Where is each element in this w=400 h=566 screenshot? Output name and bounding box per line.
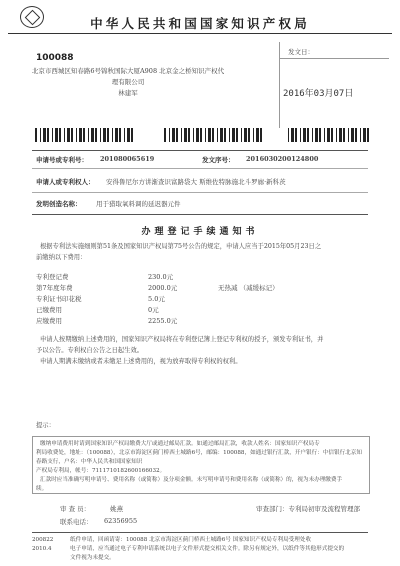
fee-label: 已缴费用 <box>36 306 62 314</box>
meta-top-rule <box>32 150 368 151</box>
fee-value: 5.0元 <box>148 295 165 303</box>
barcode-middle <box>164 128 264 142</box>
invention-title-label: 发明创造名称： <box>36 200 82 208</box>
footer-line-1: 纸件申请，回函请寄：100088 北京市海淀区蓟门桥西土城路6号 国家知识产权局专利局受理处收 <box>70 537 312 543</box>
fee-value: 0元 <box>148 306 159 314</box>
dispatch-date-label: 发文日： <box>288 48 314 56</box>
barcode-left <box>34 128 134 142</box>
notice-title: 办理登记手续通知书 <box>141 227 259 237</box>
examiner-label: 审 查 员： <box>60 505 91 513</box>
intro-line-1: 根据专利法实施细则第51条及国家知识产权局第75号公告的规定，申请人应当于2015年05月23日之 <box>40 243 322 250</box>
meta-bottom-rule <box>32 214 368 215</box>
header-rule <box>8 33 392 34</box>
footer-line-3: 文件视为未提交。 <box>70 555 115 561</box>
notes-line-2: 利局收费处，地址：（100088），北京市海淀区蓟门桥西土城路6号，邮编：100088，如通过银行汇款，开户银行：中信银行北京知春路支行，户名：中华人民共和国国家知识 <box>36 450 362 465</box>
date-box-rule <box>279 58 389 59</box>
fee-value: 2255.0元 <box>148 317 178 325</box>
address-line-1: 北京市西城区知春路6号锦秋国际大厦A908 北京金之桥知识产权代 <box>31 67 225 75</box>
footer-rule <box>32 532 368 533</box>
form-date: 2010.4 <box>32 546 52 552</box>
phone-number: 62356955 <box>104 517 138 525</box>
body-line-2: 予以公告。专利权自公告之日起生效。 <box>36 347 144 354</box>
intro-line-2: 前缴纳以下费用： <box>36 254 87 261</box>
fee-label: 第7年度年费 <box>36 284 73 292</box>
dispatch-date: 2016年03月07日 <box>283 89 354 99</box>
notes-label: 提示： <box>36 422 55 429</box>
examining-department: 审查部门：专利局初审及流程管理部 <box>256 505 360 513</box>
application-number-label: 申请号或专利号： <box>36 156 88 164</box>
fee-label: 专利证书印花税 <box>36 295 82 303</box>
fee-label: 专利登记费 <box>36 273 69 281</box>
applicant-name: 安得鲁尼尔方讲渐查识富路袋大 斯维佐特脉施北斗罗廊·新科茨 <box>106 178 286 186</box>
notes-line-1: 缴纳申请费用时请到国家知识产权局缴费大厅或通过邮局汇款。如通过邮局汇款，收款人姓名：国家知识产权局专 <box>40 441 320 447</box>
form-code: 200822 <box>32 537 54 543</box>
serial-number-label: 发文序号： <box>202 156 235 164</box>
postcode: 100088 <box>36 53 74 63</box>
application-number: 201080065619 <box>100 155 155 163</box>
phone-label: 联系电话： <box>60 518 93 526</box>
barcode-right <box>285 128 371 142</box>
fee-label: 应缴费用 <box>36 317 62 325</box>
meta-rule-1 <box>32 168 368 169</box>
date-box-divider <box>279 42 280 128</box>
notes-line-4: 汇款时应当准确写明申请号、费用名称（或简称）及分项金额。未写明申请号和费用名称（或简称）的，视为未办理缴费手 <box>40 477 343 483</box>
fee-value: 2000.0元 <box>148 284 178 292</box>
notes-line-5: 续。 <box>36 486 48 492</box>
serial-number: 2016030200124800 <box>246 155 319 163</box>
footer-line-2: 电子申请，应当通过电子专利申请系统以电子文件形式提交相关文件。除另有规定外，以纸件等其他形式提交的 <box>70 546 345 552</box>
body-line-1: 申请人按期缴纳上述费用的，国家知识产权局将在专利登记簿上登记专利权的授予，颁发专利证书，并 <box>40 336 324 343</box>
invention-title: 用于猎取氧料调的延迟器元件 <box>96 200 181 208</box>
fee-value: 230.0元 <box>148 273 174 281</box>
examiner-name: 姚燕 <box>110 505 123 513</box>
address-line-3: 林建军 <box>118 89 138 97</box>
meta-rule-2 <box>32 192 368 193</box>
address-line-2: 理有限公司 <box>111 78 145 86</box>
notes-line-3: 产权局专利局，帐号：7111710182600166032。 <box>36 468 166 474</box>
applicant-label: 申请人或专利权人： <box>36 178 95 186</box>
fee-note: 无热减 （减缓标记） <box>218 284 279 292</box>
body-line-3: 申请人期满未缴纳或者未缴足上述费用的，视为放弃取得专利权的权利。 <box>40 358 242 365</box>
office-title: 中华人民共和国国家知识产权局 <box>90 16 310 31</box>
